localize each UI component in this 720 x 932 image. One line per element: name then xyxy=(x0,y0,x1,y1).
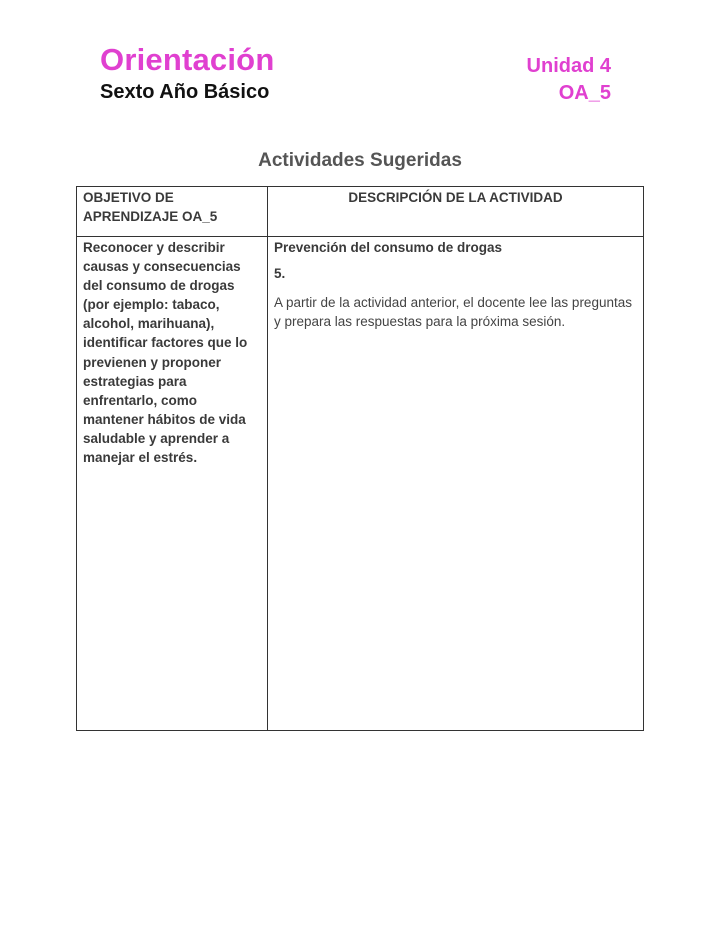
activity-title: Prevención del consumo de drogas xyxy=(274,240,503,255)
table-row xyxy=(77,237,644,731)
description-cell xyxy=(268,237,644,731)
subject-title: Orientación xyxy=(100,42,275,77)
section-title: Actividades Sugeridas xyxy=(258,150,462,171)
table-header-row xyxy=(77,187,644,237)
unit-label: Unidad 4 xyxy=(526,55,611,77)
objective-code-label: OA_5 xyxy=(558,82,611,104)
activity-text: A partir de la actividad anterior, el docente lee las preguntas y prepara las respuestas para la próxima sesión. xyxy=(274,295,632,329)
activity-number: 5. xyxy=(274,266,286,281)
column-header-objective: OBJETIVO DE APRENDIZAJE OA_5 xyxy=(77,187,268,237)
grade-title: Sexto Año Básico xyxy=(100,81,270,103)
objective-cell xyxy=(77,237,268,731)
activity-table xyxy=(76,186,644,731)
column-header-description: DESCRIPCIÓN DE LA ACTIVIDAD xyxy=(268,187,644,237)
objective-text: Reconocer y describir causas y consecuencias del consumo de drogas (por ejemplo: tabaco, alcohol, marihuana), identificar factores que lo previenen y proponer estrategias para enfrentarlo, como mantener hábitos de vida saludable y aprender a manejar el estrés. xyxy=(83,240,248,466)
